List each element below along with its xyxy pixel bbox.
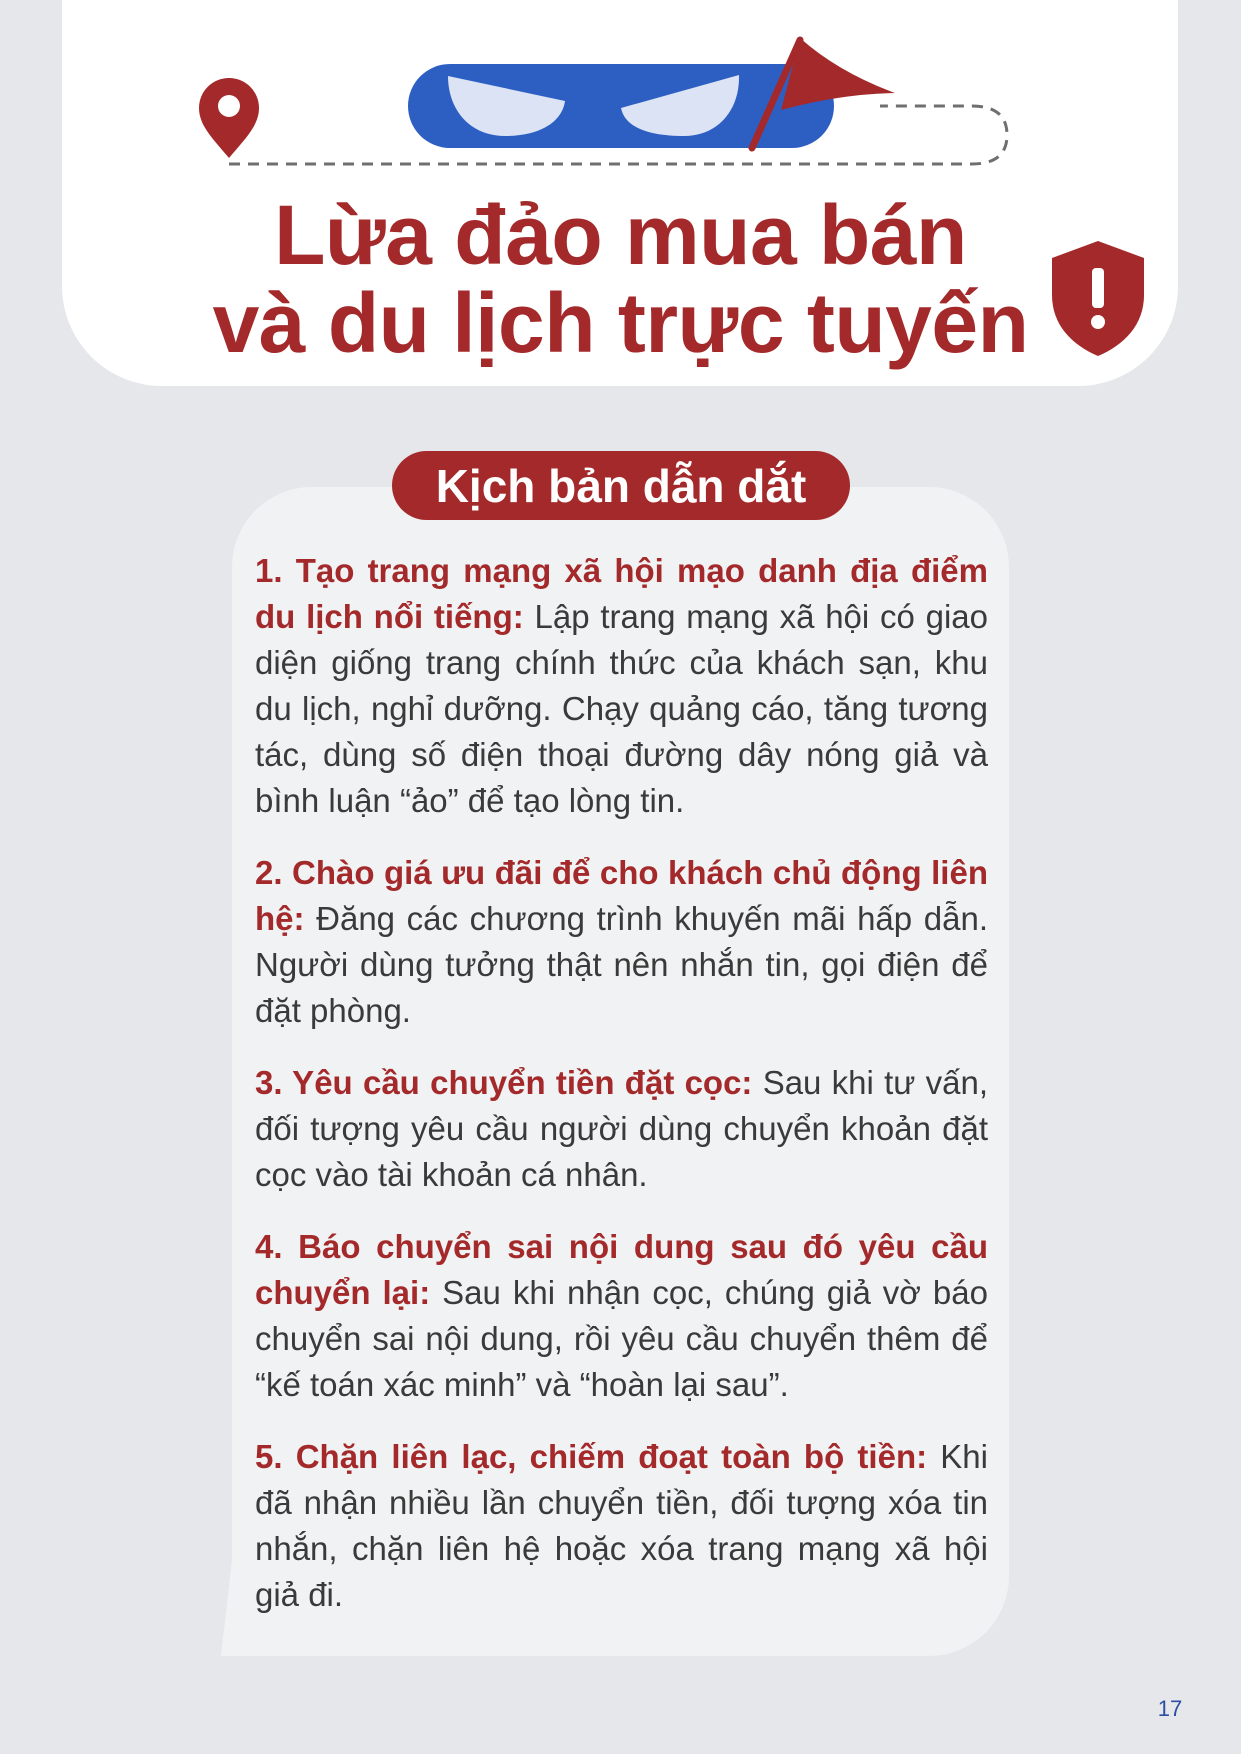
step-label: 1. Tạo trang mạng xã hội mạo danh địa điểm du lịch nổi tiếng:	[255, 552, 988, 635]
step-text: Khi đã nhận nhiều lần chuyển tiền, đối tượng xóa tin nhắn, chặn liên hệ hoặc xóa trang mạng xã hội giả đi.	[255, 1438, 988, 1613]
step-text: Sau khi nhận cọc, chúng giả vờ báo chuyển sai nội dung, rồi yêu cầu chuyển thêm để “kế toán xác minh” và “hoàn lại sau”.	[255, 1274, 988, 1403]
page-title-line-1: Lừa đảo mua bán	[274, 188, 967, 282]
scam-steps-list	[255, 548, 988, 1618]
page-title-line-2: và du lịch trực tuyến	[212, 276, 1029, 370]
step-item	[255, 1434, 988, 1618]
step-label: 5. Chặn liên lạc, chiếm đoạt toàn bộ tiền:	[255, 1438, 928, 1475]
step-item	[255, 1060, 988, 1198]
step-label: 3. Yêu cầu chuyển tiền đặt cọc:	[255, 1064, 753, 1101]
step-label: 2. Chào giá ưu đãi để cho khách chủ động liên hệ:	[255, 854, 988, 937]
section-label: Kịch bản dẫn dắt	[435, 459, 807, 512]
step-text: Đăng các chương trình khuyến mãi hấp dẫn. Người dùng tưởng thật nên nhắn tin, gọi điện để đặt phòng.	[255, 900, 988, 1029]
step-text: Lập trang mạng xã hội có giao diện giống trang chính thức của khách sạn, khu du lịch, nghỉ dưỡng. Chạy quảng cáo, tăng tương tác, dùng số điện thoại đường dây nóng giả và bình luận “ảo” để tạo lòng tin.	[255, 598, 988, 819]
step-item	[255, 1224, 988, 1408]
step-item	[255, 850, 988, 1034]
step-item	[255, 548, 988, 824]
step-label: 4. Báo chuyển sai nội dung sau đó yêu cầu chuyển lại:	[255, 1228, 988, 1311]
section-label-badge	[392, 451, 850, 520]
page-number: 17	[1157, 1696, 1183, 1721]
step-text: Sau khi tư vấn, đối tượng yêu cầu người dùng chuyển khoản đặt cọc vào tài khoản cá nhân.	[255, 1064, 989, 1193]
